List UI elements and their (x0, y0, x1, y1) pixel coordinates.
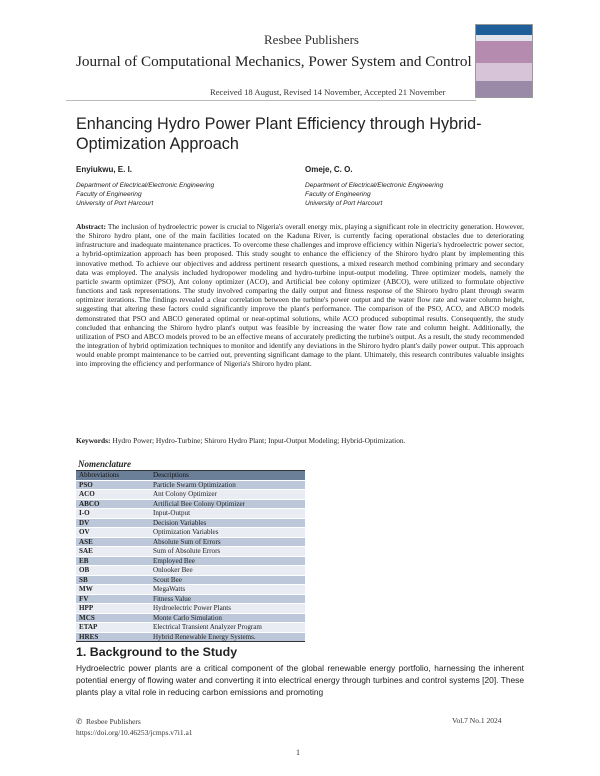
footer-publisher: Resbee Publishers (86, 717, 141, 726)
author-university: University of Port Harcourt (76, 200, 154, 207)
nomenclature-table (76, 471, 305, 641)
publisher-logo-icon: ✆ (76, 717, 83, 726)
footer-volume: Vol.7 No.1 2024 (452, 716, 502, 725)
abbreviation-cell: FV (76, 594, 150, 604)
description-cell: Electrical Transient Analyzer Program (150, 623, 305, 633)
description-cell: Fitness Value (150, 594, 305, 604)
footer-left (76, 716, 193, 738)
abbreviation-cell: HRES (76, 632, 150, 641)
table-row (76, 499, 305, 509)
table-row (76, 585, 305, 595)
description-cell: Particle Swarm Optimization (150, 480, 305, 490)
journal-title: Journal of Computational Mechanics, Power System and Control (76, 53, 472, 70)
description-cell: Sum of Absolute Errors (150, 547, 305, 557)
table-header-row (76, 471, 305, 480)
description-cell: Monte Carlo Simulation (150, 613, 305, 623)
abbreviation-cell: ASE (76, 537, 150, 547)
header-divider (66, 100, 476, 101)
publisher-name: Resbee Publishers (264, 32, 359, 47)
journal-header (66, 24, 536, 98)
abbreviation-cell: OV (76, 528, 150, 538)
table-row (76, 575, 305, 585)
page-number: 1 (296, 748, 300, 757)
description-cell: Absolute Sum of Errors (150, 537, 305, 547)
description-cell: Onlooker Bee (150, 566, 305, 576)
author-department: Department of Electrical/Electronic Engineering (76, 182, 215, 189)
nomenclature-table-block (76, 458, 305, 642)
table-row (76, 528, 305, 538)
description-cell: Hydroelectric Power Plants (150, 604, 305, 614)
table-row (76, 556, 305, 566)
table-row (76, 566, 305, 576)
paper-title: Enhancing Hydro Power Plant Efficiency through Hybrid-Optimization Approach (76, 115, 482, 153)
abbreviation-cell: MCS (76, 613, 150, 623)
abbreviation-cell: DV (76, 518, 150, 528)
abstract-label: Abstract: (76, 222, 106, 231)
section-body-text: Hydroelectric power plants are a critical component of the global renewable energy portfolio, harnessing the inherent potential energy of flowing water and converting it into electrical energy through turbines and control systems [20]. These plants play a vital role in reducing carbon emissions and promoting (76, 663, 524, 698)
description-cell: Decision Variables (150, 518, 305, 528)
keywords-text: Hydro Power; Hydro-Turbine; Shiroro Hydro Plant; Input-Output Modeling; Hybrid-Optimization. (112, 436, 406, 445)
column-header-descriptions: Descriptions (150, 471, 305, 480)
author-name: Enyiukwu, E. I. (76, 165, 133, 174)
description-cell: Employed Bee (150, 556, 305, 566)
abbreviation-cell: I-O (76, 509, 150, 519)
author-university: University of Port Harcourt (305, 200, 383, 207)
abbreviation-cell: ETAP (76, 623, 150, 633)
keywords (76, 436, 524, 445)
section-heading: 1. Background to the Study (76, 645, 238, 659)
description-cell: Ant Colony Optimizer (150, 490, 305, 500)
table-end-rule (76, 641, 305, 642)
table-row (76, 518, 305, 528)
abbreviation-cell: HPP (76, 604, 150, 614)
table-row (76, 480, 305, 490)
abstract-text: The inclusion of hydroelectric power is crucial to Nigeria's overall energy mix, playing a significant role in electricity generation. However, the Shiroro hydro plant, one of the main facilities located on the Kaduna River, is currently facing operational obstacles due to deteriorating infrastructure and inadequate maintenance practices. To overcome these challenges and improve efficiency within Nigeria's hydroelectric power sector, a hybrid-optimization approach has been proposed. This study sought to enhance the efficiency of the Shiroro hydro plant by implementing this innovative method. To achieve our objectives and address pertinent research questions, a mixed research method combining primary and secondary data was employed. The analysis included hydropower modeling and hydro-turbine input-output modeling. Three optimizer models, namely the particle swarm optimizer (PSO), Ant colony optimizer (ACO), and Artificial bee colony optimizer (ABCO), were utilized to formulate objective functions and task representations. The study involved comparing the daily output and fitness response of the Shiroro hydro plant through swarm optimizer iterations. The findings revealed a clear correlation between the turbine's power output and the water flow rate and water column height, suggesting that altering these factors could significantly improve the plant's performance. The comparison of the PSO, ACO, and ABCO models demonstrated that PSO and ABCO generated optimal or near-optimal solutions, while ACO produced suboptimal results. Consequently, the study concluded that enhancing the Shiroro hydro plant's output was feasible by increasing the water flow rate and column height. Additionally, the utilization of PSO and ABCO models proved to be an effective means of accurately predicting the turbine's output. As a result, the study recommended the integration of hybrid optimization techniques to monitor and identify any deviations in the Shiroro hydro plant's daily power output. This approach would enable prompt maintenance to be carried out, preventing significant damage to the plant. Ultimately, this research contributes valuable insights into improving the efficiency and performance of Nigeria's Shiroro hydro plant. (76, 222, 524, 369)
table-row (76, 509, 305, 519)
abbreviation-cell: PSO (76, 480, 150, 490)
abbreviation-cell: ABCO (76, 499, 150, 509)
abbreviation-cell: ACO (76, 490, 150, 500)
nomenclature-caption: Nomenclature (76, 458, 305, 471)
table-row (76, 594, 305, 604)
table-row (76, 623, 305, 633)
description-cell: MegaWatts (150, 585, 305, 595)
description-cell: Hybrid Renewable Energy Systems. (150, 632, 305, 641)
abbreviation-cell: OB (76, 566, 150, 576)
table-row (76, 537, 305, 547)
abstract (76, 222, 524, 369)
abbreviation-cell: SB (76, 575, 150, 585)
author-faculty: Faculty of Engineering (305, 191, 371, 198)
author-block-2 (305, 165, 443, 208)
column-header-abbreviations: Abbreviations (76, 471, 150, 480)
abbreviation-cell: EB (76, 556, 150, 566)
table-row (76, 632, 305, 641)
description-cell: Optimization Variables (150, 528, 305, 538)
description-cell: Scout Bee (150, 575, 305, 585)
table-row (76, 547, 305, 557)
journal-cover-image (475, 24, 533, 98)
abbreviation-cell: MW (76, 585, 150, 595)
author-faculty: Faculty of Engineering (76, 191, 142, 198)
description-cell: Input-Output (150, 509, 305, 519)
footer-doi[interactable]: https://doi.org/10.46253/jcmps.v7i1.a1 (76, 728, 193, 737)
author-department: Department of Electrical/Electronic Engineering (305, 182, 444, 189)
author-name: Omeje, C. O. (305, 165, 353, 174)
table-row (76, 613, 305, 623)
table-row (76, 490, 305, 500)
submission-dates: Received 18 August, Revised 14 November, Accepted 21 November (210, 87, 446, 97)
abbreviation-cell: SAE (76, 547, 150, 557)
author-block-1 (76, 165, 214, 208)
keywords-label: Keywords: (76, 436, 111, 445)
description-cell: Artificial Bee Colony Optimizer (150, 499, 305, 509)
table-row (76, 604, 305, 614)
